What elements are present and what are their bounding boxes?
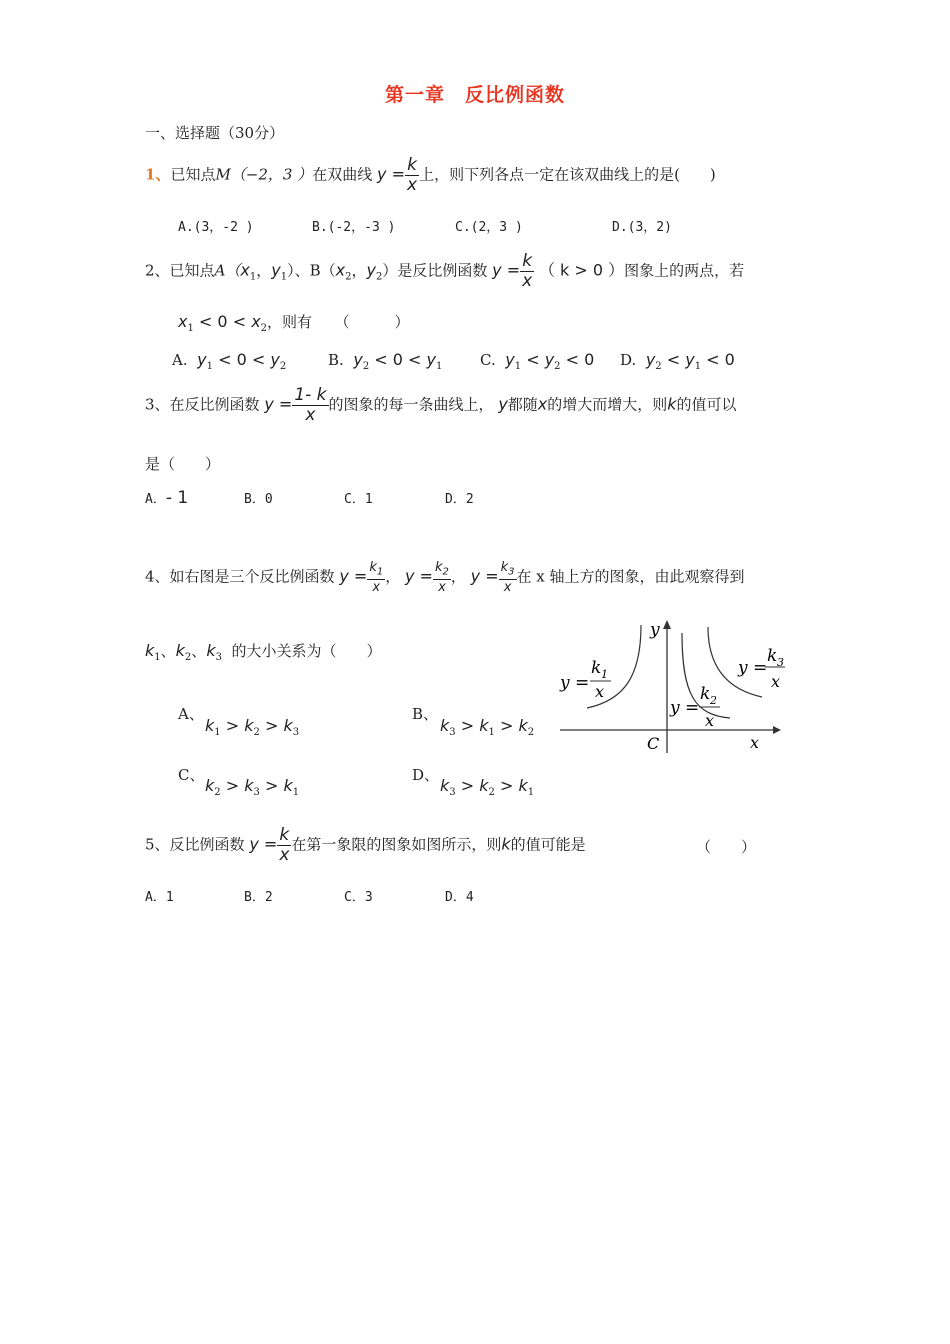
q1-option-c[interactable]: C.(2，3 ) <box>455 220 523 235</box>
q5-option-b[interactable]: B．2 <box>244 890 273 905</box>
fraction: $\frac{1- k}{x}$ <box>294 385 327 425</box>
q3-option-a[interactable]: A．- 1 <box>145 488 189 508</box>
question-2-condition: $x_1 < 0 < x_2$，则有 （ ） <box>178 312 410 334</box>
label-k2-den: x <box>705 711 715 730</box>
q4-option-d-expr: $k_3 > k_2 > k_1$ <box>440 776 535 798</box>
label-k1-num: k <box>591 658 602 678</box>
q3-option-b[interactable]: B．0 <box>244 492 273 507</box>
fraction: $\frac{k_1}{x}$ <box>369 560 384 595</box>
label-k2-sub: 2 <box>710 694 717 707</box>
x-axis-label: x <box>750 733 760 752</box>
label-k2-num: k <box>700 684 711 704</box>
label-k3-sub: 3 <box>777 656 784 669</box>
q4-option-d[interactable]: D、 <box>412 766 440 784</box>
q2-option-b[interactable]: B. $y_2 < 0 < y_1$ <box>328 350 443 372</box>
q5-option-a[interactable]: A．1 <box>145 890 174 905</box>
label-k1-den: x <box>595 682 605 701</box>
question-4: 4、如右图是三个反比例函数 y = $\frac{k_1}{x}$ ， y = $\frac{k_2}{x}$ ， y = $\frac{k_3}{x}$ 在 x 轴上方的图象，由此观察得到 <box>145 560 745 595</box>
fraction: $\frac{k}{x}$ <box>522 251 533 291</box>
page-title: 第一章 反比例函数 <box>384 84 565 106</box>
fraction: $\frac{k}{x}$ <box>407 155 418 195</box>
q2-option-d[interactable]: D. $y_2 < y_1 < 0$ <box>620 350 735 372</box>
label-k3-den: x <box>771 672 781 691</box>
question-5: 5、反比例函数 y = $\frac{k}{x}$ 在第一象限的图象如图所示，则k的值可能是 <box>145 825 586 865</box>
y-axis-arrow <box>663 620 671 629</box>
q2-option-a[interactable]: A. $y_1 < 0 < y_2$ <box>172 350 287 372</box>
q3-option-c[interactable]: C．1 <box>344 492 373 507</box>
question-5-answer-paren: （ ） <box>696 838 757 856</box>
question-2: 2、已知点$A(x_1$，$y_1$）、$B(x_2$，$y_2$）是反比例函数 y = $\frac{k}{x}$ （ k > 0 ）图象上的两点，若 <box>145 251 745 291</box>
question-1: 1、已知点M（−2，3 ）在双曲线 y = $\frac{k}{x}$ 上，则下列各点一定在该双曲线上的是( ) <box>145 155 716 195</box>
origin-label: C <box>647 734 660 753</box>
question-4-continued: $k_1$、$k_2$、$k_3$ 的大小关系为（ ） <box>145 641 382 663</box>
q3-option-d[interactable]: D．2 <box>445 492 474 507</box>
question-3: 3、在反比例函数 y = $\frac{1- k}{x}$ 的图象的每一条曲线上， y都随x的增大而增大，则k的值可以 <box>145 385 737 425</box>
label-k1-sub: 1 <box>601 668 608 681</box>
fraction: $\frac{k}{x}$ <box>279 825 290 865</box>
question-number: 1、 <box>145 165 171 184</box>
fraction: $\frac{k_2}{x}$ <box>434 560 449 595</box>
section-heading: 一、选择题（30分） <box>145 124 285 142</box>
q4-option-a[interactable]: A、 <box>178 705 204 723</box>
q5-option-c[interactable]: C．3 <box>344 890 373 905</box>
y-axis-label: y <box>650 620 660 640</box>
label-k2-lhs: y = <box>670 698 700 718</box>
q4-option-b-expr: $k_3 > k_1 > k_2$ <box>440 716 535 738</box>
x-axis-arrow <box>773 726 781 734</box>
q1-option-b[interactable]: B.(-2，-3 ) <box>312 220 396 235</box>
label-k3-lhs: y = <box>738 658 768 678</box>
q4-option-c[interactable]: C、 <box>178 766 205 784</box>
q5-option-d[interactable]: D．4 <box>445 890 474 905</box>
q1-option-d[interactable]: D.(3，2) <box>612 220 672 235</box>
label-k1-lhs: y = <box>560 673 590 693</box>
label-k3-num: k <box>767 646 778 666</box>
q4-option-b[interactable]: B、 <box>412 705 439 723</box>
q4-option-a-expr: $k_1 > k_2 > k_3$ <box>205 716 300 738</box>
hyperbola-graph <box>555 615 785 755</box>
q2-option-c[interactable]: C. $y_1 < y_2 < 0$ <box>480 350 595 372</box>
fraction: $\frac{k_3}{x}$ <box>500 560 515 595</box>
q1-option-a[interactable]: A.(3，-2 ) <box>178 220 254 235</box>
question-3-continued: 是（ ） <box>145 455 221 473</box>
q4-option-c-expr: $k_2 > k_3 > k_1$ <box>205 776 300 798</box>
